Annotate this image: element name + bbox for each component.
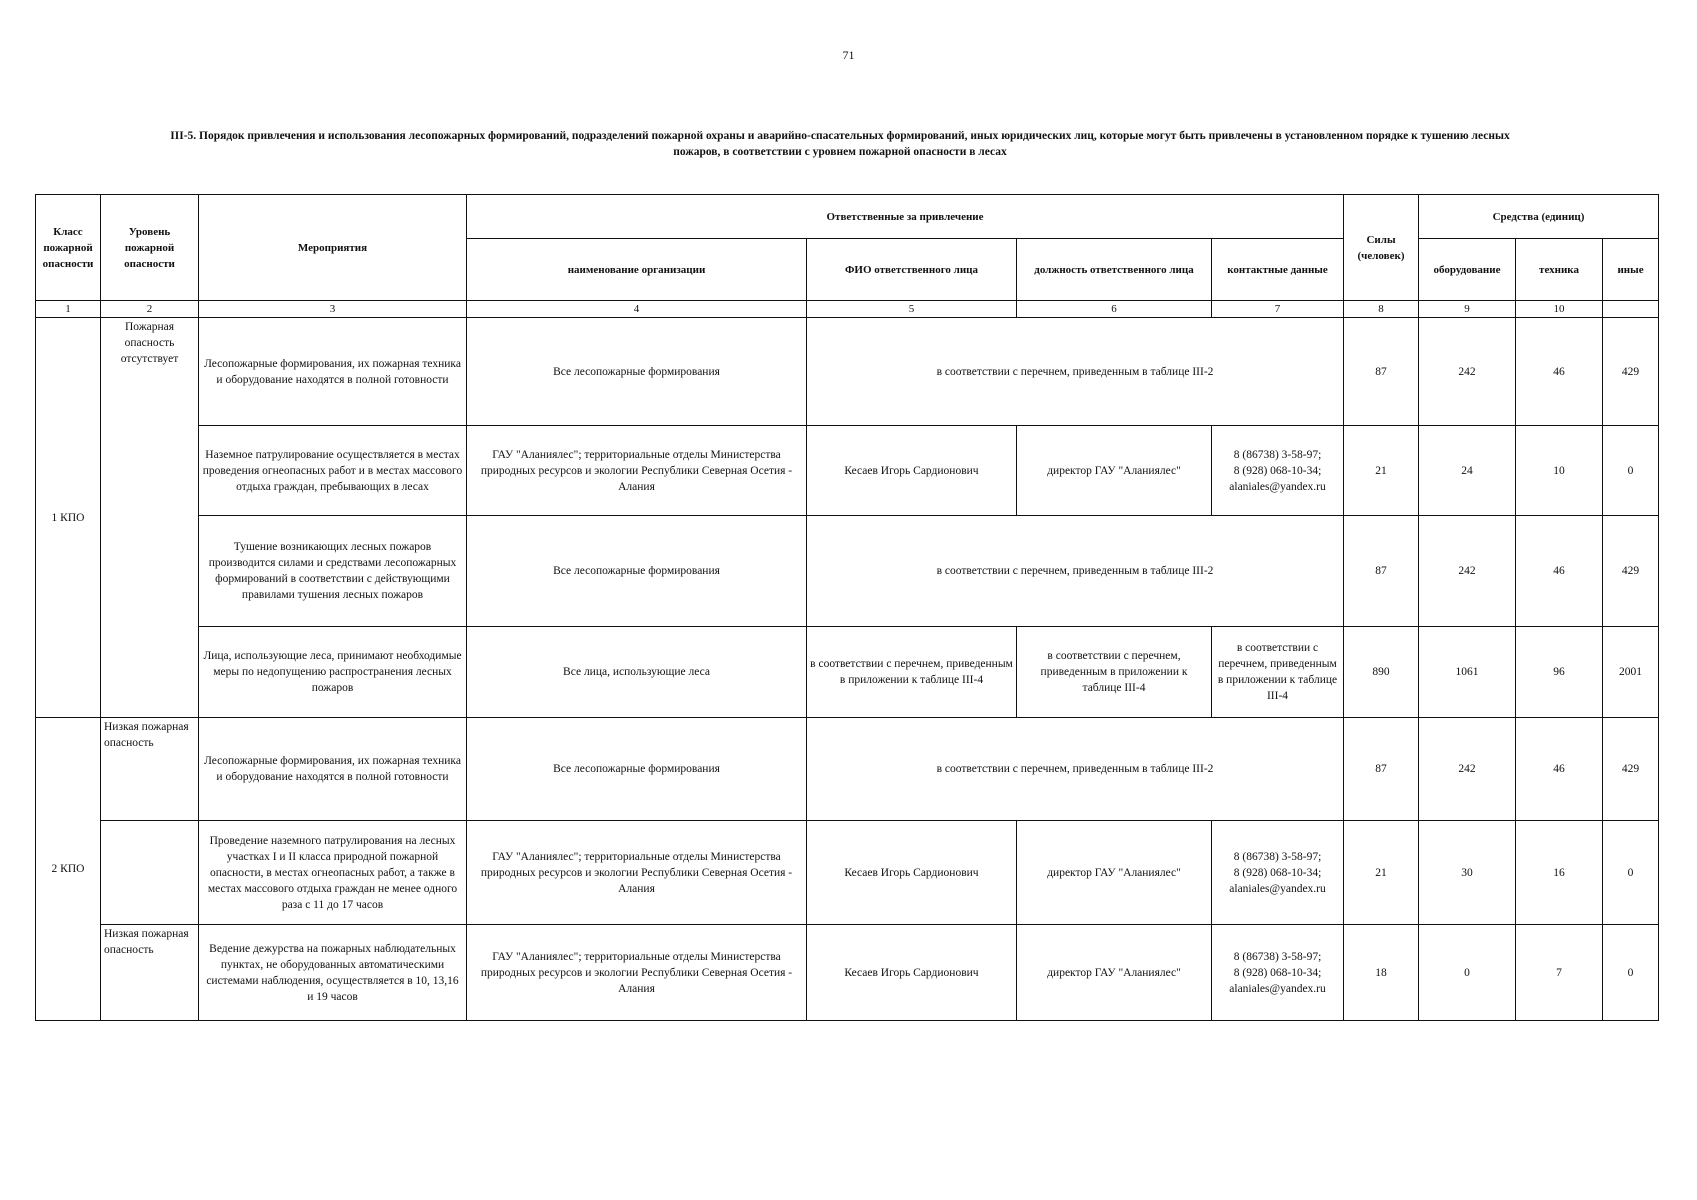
responsible-ref-cell: в соответствии с перечнем, приведенным в таблице III-2: [807, 718, 1344, 821]
col-num: 10: [1516, 301, 1603, 318]
col-num: [1603, 301, 1659, 318]
table-row: [36, 821, 1659, 925]
equipment-cell: 242: [1419, 516, 1516, 627]
org-cell: ГАУ "Аланиялес"; территориальные отделы Министерства природных ресурсов и экологии Республики Северная Осетия - Алания: [467, 925, 807, 1021]
other-cell: 0: [1603, 821, 1659, 925]
col-num: 7: [1212, 301, 1344, 318]
forces-cell: 87: [1344, 718, 1419, 821]
col-num: 5: [807, 301, 1017, 318]
class-cell: 1 КПО: [36, 318, 101, 718]
col-num: 9: [1419, 301, 1516, 318]
header-level: Уровень пожарной опасности: [101, 195, 199, 301]
position-cell: в соответствии с перечнем, приведенным в приложении к таблице III-4: [1017, 627, 1212, 718]
machinery-cell: 96: [1516, 627, 1603, 718]
header-class: Класс пожарной опасности: [36, 195, 101, 301]
level-cell-empty: [101, 821, 199, 925]
col-num: 3: [199, 301, 467, 318]
responsible-ref-cell: в соответствии с перечнем, приведенным в таблице III-2: [807, 318, 1344, 426]
col-num: 2: [101, 301, 199, 318]
forces-cell: 21: [1344, 821, 1419, 925]
fire-measures-table: [35, 194, 1659, 1021]
machinery-cell: 7: [1516, 925, 1603, 1021]
contact-phone: 8 (86738) 3-58-97;: [1233, 850, 1322, 863]
equipment-cell: 30: [1419, 821, 1516, 925]
forces-cell: 87: [1344, 516, 1419, 627]
contact-phone: 8 (928) 068-10-34;: [1233, 866, 1322, 879]
measure-cell: Проведение наземного патрулирования на лесных участках I и II класса природной пожарной опасности, в местах огнеопасных работ, а также в местах массового отдыха граждан не менее одного раза с 11 до 17 часов: [199, 821, 467, 925]
header-position: должность ответственного лица: [1017, 239, 1212, 301]
level-cell: Пожарная опасность отсутствует: [101, 318, 199, 718]
table-row: [36, 925, 1659, 1021]
equipment-cell: 24: [1419, 426, 1516, 516]
forces-cell: 18: [1344, 925, 1419, 1021]
header-means: Средства (единиц): [1419, 195, 1659, 239]
org-cell: ГАУ "Аланиялес"; территориальные отделы Министерства природных ресурсов и экологии Республики Северная Осетия - Алания: [467, 821, 807, 925]
header-machinery: техника: [1516, 239, 1603, 301]
measure-cell: Тушение возникающих лесных пожаров производится силами и средствами лесопожарных формирований в соответствии с действующими правилами тушения лесных пожаров: [199, 516, 467, 627]
position-cell: директор ГАУ "Аланиялес": [1017, 925, 1212, 1021]
contacts-cell: [1212, 821, 1344, 925]
other-cell: 0: [1603, 426, 1659, 516]
contact-phone: 8 (928) 068-10-34;: [1233, 966, 1322, 979]
position-cell: директор ГАУ "Аланиялес": [1017, 821, 1212, 925]
fio-cell: Кесаев Игорь Сардионович: [807, 925, 1017, 1021]
contact-phone: 8 (86738) 3-58-97;: [1233, 950, 1322, 963]
contacts-cell: [1212, 426, 1344, 516]
header-equipment: оборудование: [1419, 239, 1516, 301]
forces-cell: 87: [1344, 318, 1419, 426]
org-cell: Все лесопожарные формирования: [467, 516, 807, 627]
measure-cell: Лесопожарные формирования, их пожарная техника и оборудование находятся в полной готовности: [199, 318, 467, 426]
contact-phone: 8 (86738) 3-58-97;: [1233, 448, 1322, 461]
header-org-name: наименование организации: [467, 239, 807, 301]
contacts-cell: [1212, 925, 1344, 1021]
col-num: 6: [1017, 301, 1212, 318]
table-title-line1: III-5. Порядок привлечения и использования лесопожарных формирований, подразделений пожарной охраны и аварийно-спасательных формирований, иных юридических лиц, которые могут быть привлечены в установленном порядке к тушению лесных: [170, 130, 1510, 142]
org-cell: Все лица, использующие леса: [467, 627, 807, 718]
header-forces: Силы (человек): [1344, 195, 1419, 301]
org-cell: Все лесопожарные формирования: [467, 718, 807, 821]
machinery-cell: 16: [1516, 821, 1603, 925]
other-cell: 429: [1603, 318, 1659, 426]
other-cell: 429: [1603, 718, 1659, 821]
contact-email: alaniales@yandex.ru: [1229, 480, 1326, 493]
level-cell: Низкая пожарная опасность: [101, 718, 199, 821]
other-cell: 0: [1603, 925, 1659, 1021]
measure-cell: Ведение дежурства на пожарных наблюдательных пунктах, не оборудованных автоматическими системами наблюдения, осуществляется в 10, 13,16 и 19 часов: [199, 925, 467, 1021]
contact-email: alaniales@yandex.ru: [1229, 982, 1326, 995]
table-row: [36, 318, 1659, 426]
fio-cell: Кесаев Игорь Сардионович: [807, 426, 1017, 516]
org-cell: Все лесопожарные формирования: [467, 318, 807, 426]
responsible-ref-cell: в соответствии с перечнем, приведенным в таблице III-2: [807, 516, 1344, 627]
equipment-cell: 0: [1419, 925, 1516, 1021]
column-number-row: [36, 301, 1659, 318]
table-row: [36, 627, 1659, 718]
class-cell: 2 КПО: [36, 718, 101, 1021]
machinery-cell: 46: [1516, 318, 1603, 426]
other-cell: 429: [1603, 516, 1659, 627]
forces-cell: 890: [1344, 627, 1419, 718]
header-measures: Мероприятия: [199, 195, 467, 301]
col-num: 1: [36, 301, 101, 318]
machinery-cell: 46: [1516, 718, 1603, 821]
contact-email: alaniales@yandex.ru: [1229, 882, 1326, 895]
col-num: 4: [467, 301, 807, 318]
machinery-cell: 10: [1516, 426, 1603, 516]
page-number: 71: [842, 48, 855, 62]
header-responsible: Ответственные за привлечение: [467, 195, 1344, 239]
table-title-line2: пожаров, в соответствии с уровнем пожарной опасности в лесах: [673, 146, 1007, 158]
forces-cell: 21: [1344, 426, 1419, 516]
machinery-cell: 46: [1516, 516, 1603, 627]
table-row: [36, 426, 1659, 516]
col-num: 8: [1344, 301, 1419, 318]
table-row: [36, 718, 1659, 821]
org-cell: ГАУ "Аланиялес"; территориальные отделы Министерства природных ресурсов и экологии Республики Северная Осетия - Алания: [467, 426, 807, 516]
table-title: [40, 128, 1640, 160]
level-cell: Низкая пожарная опасность: [101, 925, 199, 1021]
measure-cell: Лица, использующие леса, принимают необходимые меры по недопущению распространения лесных пожаров: [199, 627, 467, 718]
fio-cell: в соответствии с перечнем, приведенным в приложении к таблице III-4: [807, 627, 1017, 718]
equipment-cell: 1061: [1419, 627, 1516, 718]
contacts-cell: в соответствии с перечнем, приведенным в приложении к таблице III-4: [1212, 627, 1344, 718]
table-row: [36, 516, 1659, 627]
other-cell: 2001: [1603, 627, 1659, 718]
header-contacts: контактные данные: [1212, 239, 1344, 301]
header-fio: ФИО ответственного лица: [807, 239, 1017, 301]
contact-phone: 8 (928) 068-10-34;: [1233, 464, 1322, 477]
header-other: иные: [1603, 239, 1659, 301]
equipment-cell: 242: [1419, 318, 1516, 426]
fio-cell: Кесаев Игорь Сардионович: [807, 821, 1017, 925]
position-cell: директор ГАУ "Аланиялес": [1017, 426, 1212, 516]
equipment-cell: 242: [1419, 718, 1516, 821]
measure-cell: Лесопожарные формирования, их пожарная техника и оборудование находятся в полной готовности: [199, 718, 467, 821]
measure-cell: Наземное патрулирование осуществляется в местах проведения огнеопасных работ и в местах массового отдыха граждан, пребывающих в лесах: [199, 426, 467, 516]
